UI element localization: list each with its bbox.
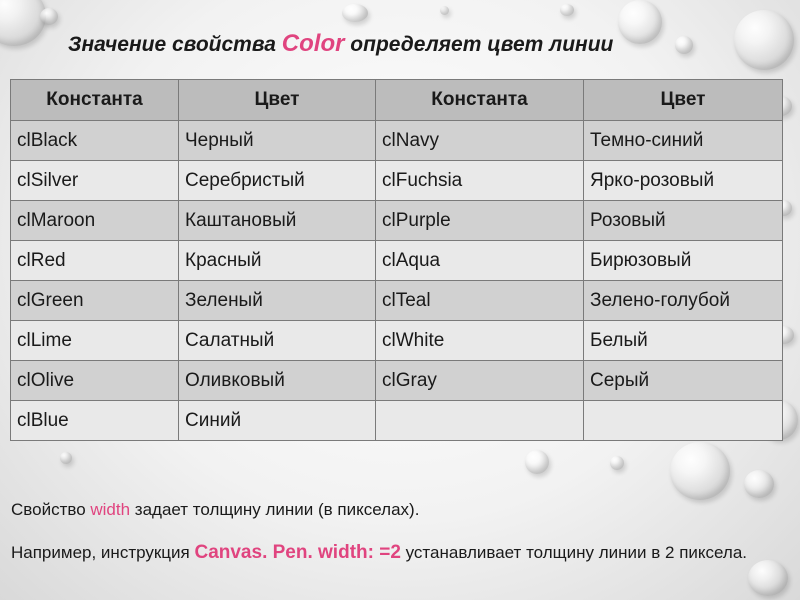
color-constants-table <box>10 79 783 441</box>
water-drop-decoration <box>670 442 730 500</box>
width-property-paragraph <box>11 499 419 521</box>
table-cell: Розовый <box>584 201 783 241</box>
slide-title <box>68 30 613 58</box>
header-color-1: Цвет <box>179 80 376 121</box>
table-cell: Серый <box>584 361 783 401</box>
table-row <box>11 401 783 441</box>
table-cell: Красный <box>179 241 376 281</box>
table-row <box>11 281 783 321</box>
water-drop-decoration <box>525 450 549 474</box>
table-cell: Ярко-розовый <box>584 161 783 201</box>
table-cell <box>376 401 584 441</box>
table-cell: Темно-синий <box>584 121 783 161</box>
table-cell: clRed <box>11 241 179 281</box>
water-drop-decoration <box>342 4 368 22</box>
table-cell: clSilver <box>11 161 179 201</box>
table-cell: Белый <box>584 321 783 361</box>
title-text-before: Значение свойства <box>68 33 282 56</box>
table-cell: Зеленый <box>179 281 376 321</box>
title-accent-color: Color <box>281 30 345 57</box>
paragraph-text-before: Свойство <box>11 500 91 519</box>
header-constant-1: Константа <box>11 80 179 121</box>
width-keyword: width <box>90 500 131 519</box>
table-cell: clTeal <box>376 281 584 321</box>
table-cell: clWhite <box>376 321 584 361</box>
table-cell: Оливковый <box>179 361 376 401</box>
water-drop-decoration <box>0 0 46 46</box>
table-cell: clGray <box>376 361 584 401</box>
table-row <box>11 241 783 281</box>
color-constants-table-wrapper <box>10 79 782 441</box>
water-drop-decoration <box>618 0 662 44</box>
water-drop-decoration <box>610 456 624 470</box>
table-cell: Синий <box>179 401 376 441</box>
table-row <box>11 161 783 201</box>
table-cell: Каштановый <box>179 201 376 241</box>
code-example: Canvas. Pen. width: =2 <box>194 542 401 563</box>
table-cell: clGreen <box>11 281 179 321</box>
water-drop-decoration <box>40 8 58 25</box>
table-row <box>11 361 783 401</box>
table-cell: clOlive <box>11 361 179 401</box>
water-drop-decoration <box>734 10 794 70</box>
table-cell: clAqua <box>376 241 584 281</box>
table-cell: Черный <box>179 121 376 161</box>
table-cell: Салатный <box>179 321 376 361</box>
water-drop-decoration <box>748 560 788 596</box>
table-cell: Бирюзовый <box>584 241 783 281</box>
water-drop-decoration <box>744 470 774 498</box>
table-cell: clLime <box>11 321 179 361</box>
water-drop-decoration <box>440 6 449 15</box>
water-drop-decoration <box>560 4 574 16</box>
table-header-row <box>11 80 783 121</box>
water-drop-decoration <box>60 452 72 464</box>
title-text-after: определяет цвет линии <box>344 33 614 56</box>
table-cell: clPurple <box>376 201 584 241</box>
water-drop-decoration <box>675 36 693 54</box>
table-cell <box>584 401 783 441</box>
table-cell: clFuchsia <box>376 161 584 201</box>
table-row <box>11 201 783 241</box>
table-cell: Зелено-голубой <box>584 281 783 321</box>
paragraph-text-before: Например, инструкция <box>11 543 195 562</box>
table-cell: Серебристый <box>179 161 376 201</box>
table-cell: clMaroon <box>11 201 179 241</box>
header-color-2: Цвет <box>584 80 783 121</box>
paragraph-text-after: устанавливает толщину линии в 2 пиксела. <box>400 543 748 562</box>
table-row <box>11 321 783 361</box>
paragraph-text-after: задает толщину линии (в пикселах). <box>130 500 420 519</box>
table-row <box>11 121 783 161</box>
header-constant-2: Константа <box>376 80 584 121</box>
example-paragraph <box>11 542 751 564</box>
table-cell: clBlue <box>11 401 179 441</box>
table-cell: clNavy <box>376 121 584 161</box>
table-cell: clBlack <box>11 121 179 161</box>
